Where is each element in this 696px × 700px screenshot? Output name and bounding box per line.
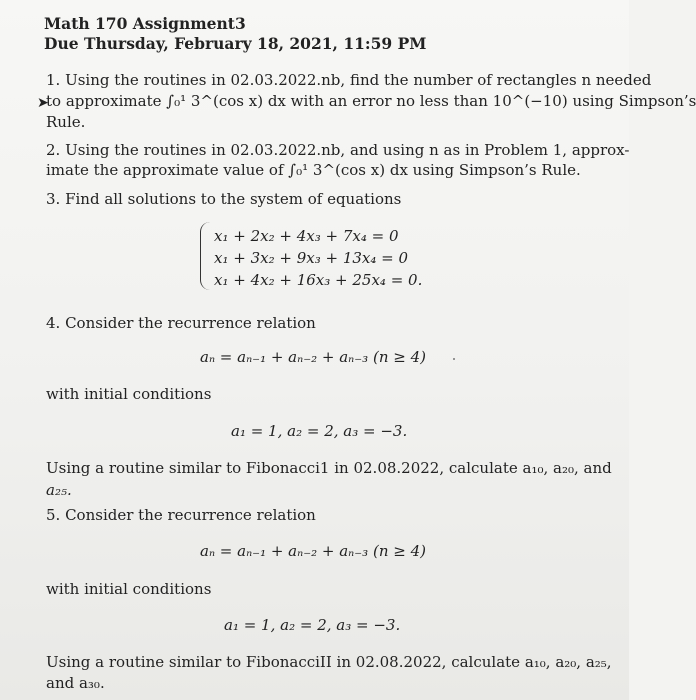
problem-5-line-b: and a₃₀. <box>46 674 105 692</box>
problem-5-recurrence: aₙ = aₙ₋₁ + aₙ₋₂ + aₙ₋₃ (n ≥ 4) <box>200 542 426 560</box>
problem-2-line-1: 2. Using the routines in 02.03.2022.nb, and using n as in Problem 1, approx- <box>46 141 630 159</box>
problem-1-line-2: to approximate ∫₀¹ 3^(cos x) dx with an error no less than 10^(−10) using Simpson’s <box>46 92 696 110</box>
mouse-cursor-icon: ➤ <box>37 95 49 111</box>
equation-1: x₁ + 2x₂ + 4x₃ + 7x₄ = 0 <box>214 227 399 245</box>
equation-system-brace <box>200 222 211 290</box>
problem-4-recurrence: aₙ = aₙ₋₁ + aₙ₋₂ + aₙ₋₃ (n ≥ 4) <box>200 348 426 366</box>
problem-5-with-initial: with initial conditions <box>46 580 212 598</box>
problem-2-line-2: imate the approximate value of ∫₀¹ 3^(cos x) dx using Simpson’s Rule. <box>46 161 581 179</box>
problem-4-line-1: 4. Consider the recurrence relation <box>46 314 316 332</box>
problem-5-line-a: Using a routine similar to FibonacciII in 02.08.2022, calculate a₁₀, a₂₀, a₂₅, <box>46 653 612 671</box>
problem-4-with-initial: with initial conditions <box>46 385 212 403</box>
problem-4-line-b: a₂₅. <box>46 481 72 499</box>
problem-1-line-1: 1. Using the routines in 02.03.2022.nb, find the number of rectangles n needed <box>46 71 652 89</box>
equation-3: x₁ + 4x₂ + 16x₃ + 25x₄ = 0. <box>214 271 423 289</box>
problem-5-line-1: 5. Consider the recurrence relation <box>46 506 316 524</box>
equation-2: x₁ + 3x₂ + 9x₃ + 13x₄ = 0 <box>214 249 409 267</box>
problem-4-line-a: Using a routine similar to Fibonacci1 in 02.08.2022, calculate a₁₀, a₂₀, and <box>46 459 612 477</box>
problem-1-line-3: Rule. <box>46 113 86 131</box>
speck-mark <box>453 358 455 360</box>
problem-5-initial-conditions: a₁ = 1, a₂ = 2, a₃ = −3. <box>224 616 401 634</box>
problem-4-initial-conditions: a₁ = 1, a₂ = 2, a₃ = −3. <box>231 422 408 440</box>
problem-3-line-1: 3. Find all solutions to the system of equations <box>46 190 402 208</box>
due-date: Due Thursday, February 18, 2021, 11:59 PM <box>44 34 427 53</box>
assignment-title: Math 170 Assignment3 <box>44 14 246 33</box>
